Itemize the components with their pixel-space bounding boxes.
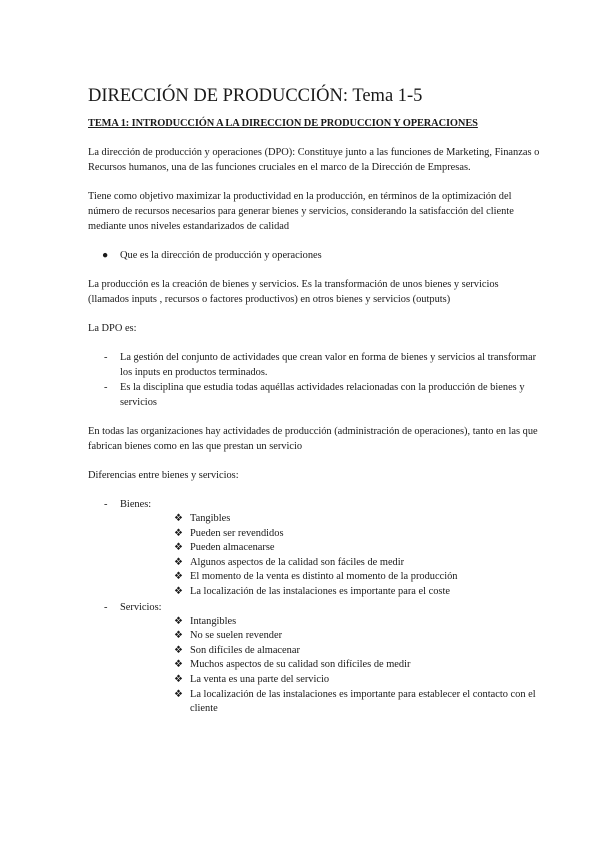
dash-icon: - [104, 382, 108, 393]
sub-list-item-text: La localización de las instalaciones es importante para el coste [190, 585, 450, 597]
list-item-bienes [88, 497, 540, 600]
sub-list-item [120, 585, 540, 600]
sub-list-item-text: El momento de la venta es distinto al momento de la producción [190, 571, 458, 583]
sub-list-item [120, 527, 540, 542]
section-heading: TEMA 1: INTRODUCCIÓN A LA DIRECCION DE PRODUCCION Y OPERACIONES [88, 118, 478, 129]
diamond-bullet-icon: ❖ [174, 556, 183, 568]
paragraph-organizations: En todas las organizaciones hay actividades de producción (administración de operaciones), tanto en las que fabrican bienes como en las que prestan un servicio [88, 426, 538, 452]
sub-list-item [120, 673, 540, 688]
list-item-text: Es la disciplina que estudia todas aquéllas actividades relacionadas con la producción de bienes y servicios [120, 382, 525, 408]
paragraph-production: La producción es la creación de bienes y servicios. Es la transformación de unos bienes y servicios (llamados inputs , recursos o factores productivos) en otros bienes y servicios (outputs) [88, 279, 499, 305]
diamond-bullet-icon: ❖ [174, 688, 183, 700]
diamond-bullet-icon: ❖ [174, 513, 183, 524]
differences-list [88, 497, 540, 717]
diamond-bullet-icon: ❖ [174, 527, 183, 539]
sub-list-item [120, 644, 540, 659]
sub-list-item-text: Intangibles [190, 615, 237, 627]
sub-list-item-text: Pueden ser revendidos [190, 527, 284, 539]
sub-list-item [120, 570, 540, 585]
list-item [88, 350, 540, 380]
bullet-icon: ● [102, 250, 109, 261]
sub-list-item-text: Algunos aspectos de la calidad son fáciles de medir [190, 556, 405, 568]
servicios-sublist [120, 615, 540, 717]
paragraph-dpo-es: La DPO es: [88, 323, 137, 334]
list-item-text: La gestión del conjunto de actividades que crean valor en forma de bienes y servicios al transformar los inputs en productos terminados. [120, 352, 537, 378]
sub-list-item-text: No se suelen revender [190, 630, 283, 642]
sub-list-item [120, 512, 540, 527]
list-item-servicios [88, 600, 540, 717]
list-item [88, 380, 540, 410]
diamond-bullet-icon: ❖ [174, 659, 183, 671]
paragraph-objective: Tiene como objetivo maximizar la productividad en la producción, en términos de la optimización del número de recursos necesarios para generar bienes y servicios, considerando la satisfacción del cliente mediante unos niveles estandarizados de calidad [88, 191, 514, 232]
diamond-bullet-icon: ❖ [174, 542, 183, 554]
list-item-label: Bienes: [120, 499, 152, 510]
sub-list-item [120, 658, 540, 673]
bienes-sublist [120, 512, 540, 600]
document-title: DIRECCIÓN DE PRODUCCIÓN: Tema 1-5 [88, 86, 423, 106]
paragraph-differences: Diferencias entre bienes y servicios: [88, 470, 239, 481]
sub-list-item-text: La localización de las instalaciones es importante para establecer el contacto con el cliente [190, 688, 536, 715]
diamond-bullet-icon: ❖ [174, 644, 183, 656]
bullet-text: Que es la dirección de producción y operaciones [120, 250, 322, 261]
diamond-bullet-icon: ❖ [174, 615, 183, 627]
diamond-bullet-icon: ❖ [174, 585, 183, 597]
sub-list-item-text: Son difíciles de almacenar [190, 644, 300, 656]
diamond-bullet-icon: ❖ [174, 630, 183, 642]
sub-list-item-text: Muchos aspectos de su calidad son difíciles de medir [190, 659, 411, 671]
sub-list-item [120, 615, 540, 630]
dash-icon: - [104, 352, 108, 363]
dash-icon: - [104, 499, 108, 510]
paragraph-dpo-definition: La dirección de producción y operaciones (DPO): Constituye junto a las funciones de Marketing, Finanzas o Recursos humanos, una de las funciones cruciales en el marco de la Dirección de Empresas. [88, 147, 540, 173]
dash-icon: - [104, 601, 108, 613]
diamond-bullet-icon: ❖ [174, 571, 183, 583]
dpo-list [88, 350, 540, 410]
sub-list-item-text: Tangibles [190, 513, 231, 524]
sub-list-item [120, 688, 540, 717]
sub-list-item-text: Pueden almacenarse [190, 542, 275, 554]
sub-list-item [120, 541, 540, 556]
diamond-bullet-icon: ❖ [174, 673, 183, 685]
list-item-label: Servicios: [120, 601, 162, 613]
bullet-item [88, 248, 540, 263]
sub-list-item [120, 556, 540, 571]
sub-list-item [120, 629, 540, 644]
sub-list-item-text: La venta es una parte del servicio [190, 673, 330, 685]
